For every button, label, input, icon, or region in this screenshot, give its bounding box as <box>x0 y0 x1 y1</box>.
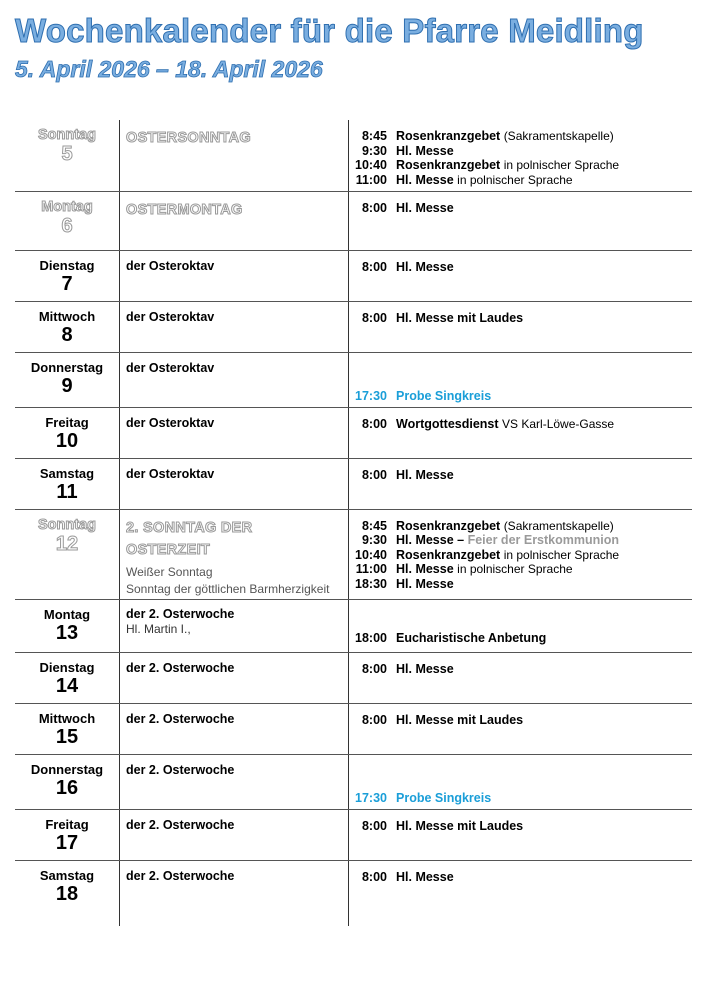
liturgical-subtitle: Hl. Martin I., <box>126 621 191 636</box>
day-row <box>15 509 692 599</box>
day-number: 12 <box>55 532 79 555</box>
day-number: 16 <box>55 776 79 799</box>
liturgical-title: der 2. Osterwoche <box>126 817 235 832</box>
event-detail: VS Karl-Löwe-Gasse <box>502 416 615 431</box>
event-name: Hl. Messe <box>396 576 454 591</box>
day-number: 15 <box>55 725 79 748</box>
event-name: Eucharistische Anbetung <box>396 630 547 645</box>
event <box>353 389 692 404</box>
event <box>353 173 692 188</box>
weekday: Montag <box>43 606 91 622</box>
event-name: Hl. Messe – <box>396 533 465 547</box>
event <box>353 260 692 275</box>
event-detail: (Sakramentskapelle) <box>503 518 614 533</box>
day-row <box>15 458 692 509</box>
day-number: 6 <box>61 214 73 237</box>
liturgical-title: der 2. Osterwoche <box>126 868 235 883</box>
day-row <box>15 301 692 352</box>
weekday: Sonntag <box>38 127 96 143</box>
event <box>353 562 692 577</box>
event-name: Hl. Messe <box>396 467 454 482</box>
event <box>353 311 692 326</box>
event <box>353 417 692 432</box>
weekday: Mittwoch <box>38 710 96 726</box>
liturgical-title: der 2. Osterwoche <box>126 762 235 777</box>
event-time: 17:30 <box>355 388 387 403</box>
liturgical-title: der 2. Osterwoche <box>126 660 235 675</box>
liturgical-title: der Osteroktav <box>126 415 215 430</box>
day-number: 8 <box>61 323 73 346</box>
day-number: 18 <box>55 882 79 905</box>
day-row <box>15 120 692 191</box>
event-name: Rosenkranzgebet <box>396 158 501 172</box>
event-time: 8:45 <box>361 518 387 533</box>
date-range: 5. April 2026 – 18. April 2026 <box>15 56 323 82</box>
event <box>353 870 692 885</box>
event-time: 8:00 <box>361 259 387 274</box>
event-time: 8:45 <box>361 129 387 143</box>
day-row <box>15 860 692 926</box>
liturgical-title: der Osteroktav <box>126 258 215 273</box>
event <box>353 468 692 483</box>
liturgical-subtitle: Sonntag der göttlichen Barmherzigkeit <box>126 581 330 596</box>
event-name: Hl. Messe <box>396 259 454 274</box>
day-row <box>15 703 692 754</box>
event <box>353 201 692 216</box>
event-time: 10:40 <box>355 547 387 562</box>
day-row <box>15 250 692 301</box>
day-number: 7 <box>61 272 73 295</box>
event-time: 8:00 <box>361 661 387 676</box>
day-row <box>15 754 692 809</box>
event <box>353 662 692 677</box>
event-name: Hl. Messe mit Laudes <box>396 818 524 833</box>
day-number: 9 <box>61 374 73 397</box>
weekday: Samstag <box>39 867 95 883</box>
weekday: Samstag <box>39 465 95 481</box>
event-name: Hl. Messe <box>396 172 454 187</box>
event-name: Hl. Messe <box>396 869 454 884</box>
event <box>353 144 692 159</box>
event-name: Wortgottesdienst <box>396 416 499 431</box>
weekday: Dienstag <box>39 257 95 273</box>
day-number: 5 <box>61 143 73 165</box>
event <box>353 713 692 728</box>
weekday: Montag <box>41 198 93 215</box>
event-time: 8:00 <box>361 712 387 727</box>
event-time: 10:40 <box>355 158 387 172</box>
event-time: 8:00 <box>361 416 387 431</box>
liturgical-title: der Osteroktav <box>126 466 215 481</box>
day-row <box>15 652 692 703</box>
day-row <box>15 191 692 250</box>
event-name: Hl. Messe mit Laudes <box>396 310 524 325</box>
event-name: Hl. Messe mit Laudes <box>396 712 524 727</box>
day-row <box>15 407 692 458</box>
event <box>353 129 692 144</box>
weekday: Dienstag <box>39 659 95 675</box>
event-name: Rosenkranzgebet <box>396 547 501 562</box>
event-time: 18:00 <box>355 630 387 645</box>
event <box>353 519 692 534</box>
day-row <box>15 599 692 652</box>
event-time: 9:30 <box>361 533 387 547</box>
day-row <box>15 352 692 407</box>
liturgical-title: der 2. Osterwoche <box>126 606 235 621</box>
event-time: 17:30 <box>355 790 387 805</box>
event <box>353 577 692 592</box>
event-name: Hl. Messe <box>396 200 454 215</box>
event-time: 18:30 <box>355 576 387 591</box>
event-detail: (Sakramentskapelle) <box>503 129 614 143</box>
event-time: 8:00 <box>361 869 387 884</box>
weekday: Mittwoch <box>38 308 96 324</box>
week-calendar-table <box>15 120 692 926</box>
weekday: Freitag <box>45 414 89 430</box>
liturgical-title: 2. SONNTAG DER OSTERZEIT <box>126 519 253 558</box>
event-time: 8:00 <box>361 818 387 833</box>
event <box>353 533 692 548</box>
day-number: 10 <box>55 429 79 452</box>
event <box>353 819 692 834</box>
weekday: Donnerstag <box>30 359 104 375</box>
event-time: 11:00 <box>355 562 387 576</box>
day-number: 13 <box>55 621 79 644</box>
liturgical-title: der 2. Osterwoche <box>126 711 235 726</box>
event-name: Rosenkranzgebet <box>396 518 501 533</box>
event-name: Probe Singkreis <box>396 790 492 805</box>
liturgical-title: OSTERSONNTAG <box>126 130 251 146</box>
liturgical-title: der Osteroktav <box>126 360 215 375</box>
weekday: Sonntag <box>38 516 96 533</box>
event-name: Hl. Messe <box>396 661 454 676</box>
event <box>353 548 692 563</box>
event <box>353 158 692 173</box>
event-name: Rosenkranzgebet <box>396 129 501 143</box>
event-time: 8:00 <box>361 310 387 325</box>
day-number: 17 <box>55 831 79 854</box>
event-time: 11:00 <box>355 172 387 187</box>
event-detail: in polnischer Sprache <box>503 547 620 562</box>
event-name: Hl. Messe <box>396 143 454 158</box>
event-time: 8:00 <box>361 200 387 215</box>
event-name: Hl. Messe <box>396 562 454 576</box>
event-detail: in polnischer Sprache <box>457 172 573 187</box>
event <box>353 791 692 806</box>
liturgical-title: OSTERMONTAG <box>126 201 243 218</box>
event-name: Probe Singkreis <box>396 388 492 403</box>
weekday: Freitag <box>45 816 89 832</box>
event-time: 9:30 <box>361 143 387 158</box>
event-note: Feier der Erstkommunion <box>467 533 620 547</box>
day-number: 11 <box>56 480 78 503</box>
liturgical-title: der Osteroktav <box>126 309 215 324</box>
weekday: Donnerstag <box>30 761 104 777</box>
day-row <box>15 809 692 860</box>
day-number: 14 <box>55 674 79 697</box>
liturgical-subtitle: Weißer Sonntag <box>126 564 213 579</box>
event-detail: in polnischer Sprache <box>503 158 620 172</box>
page-title: Wochenkalender für die Pfarre Meidling <box>15 12 644 49</box>
event <box>353 631 692 646</box>
event-detail: in polnischer Sprache <box>457 562 573 576</box>
event-time: 8:00 <box>361 467 387 482</box>
